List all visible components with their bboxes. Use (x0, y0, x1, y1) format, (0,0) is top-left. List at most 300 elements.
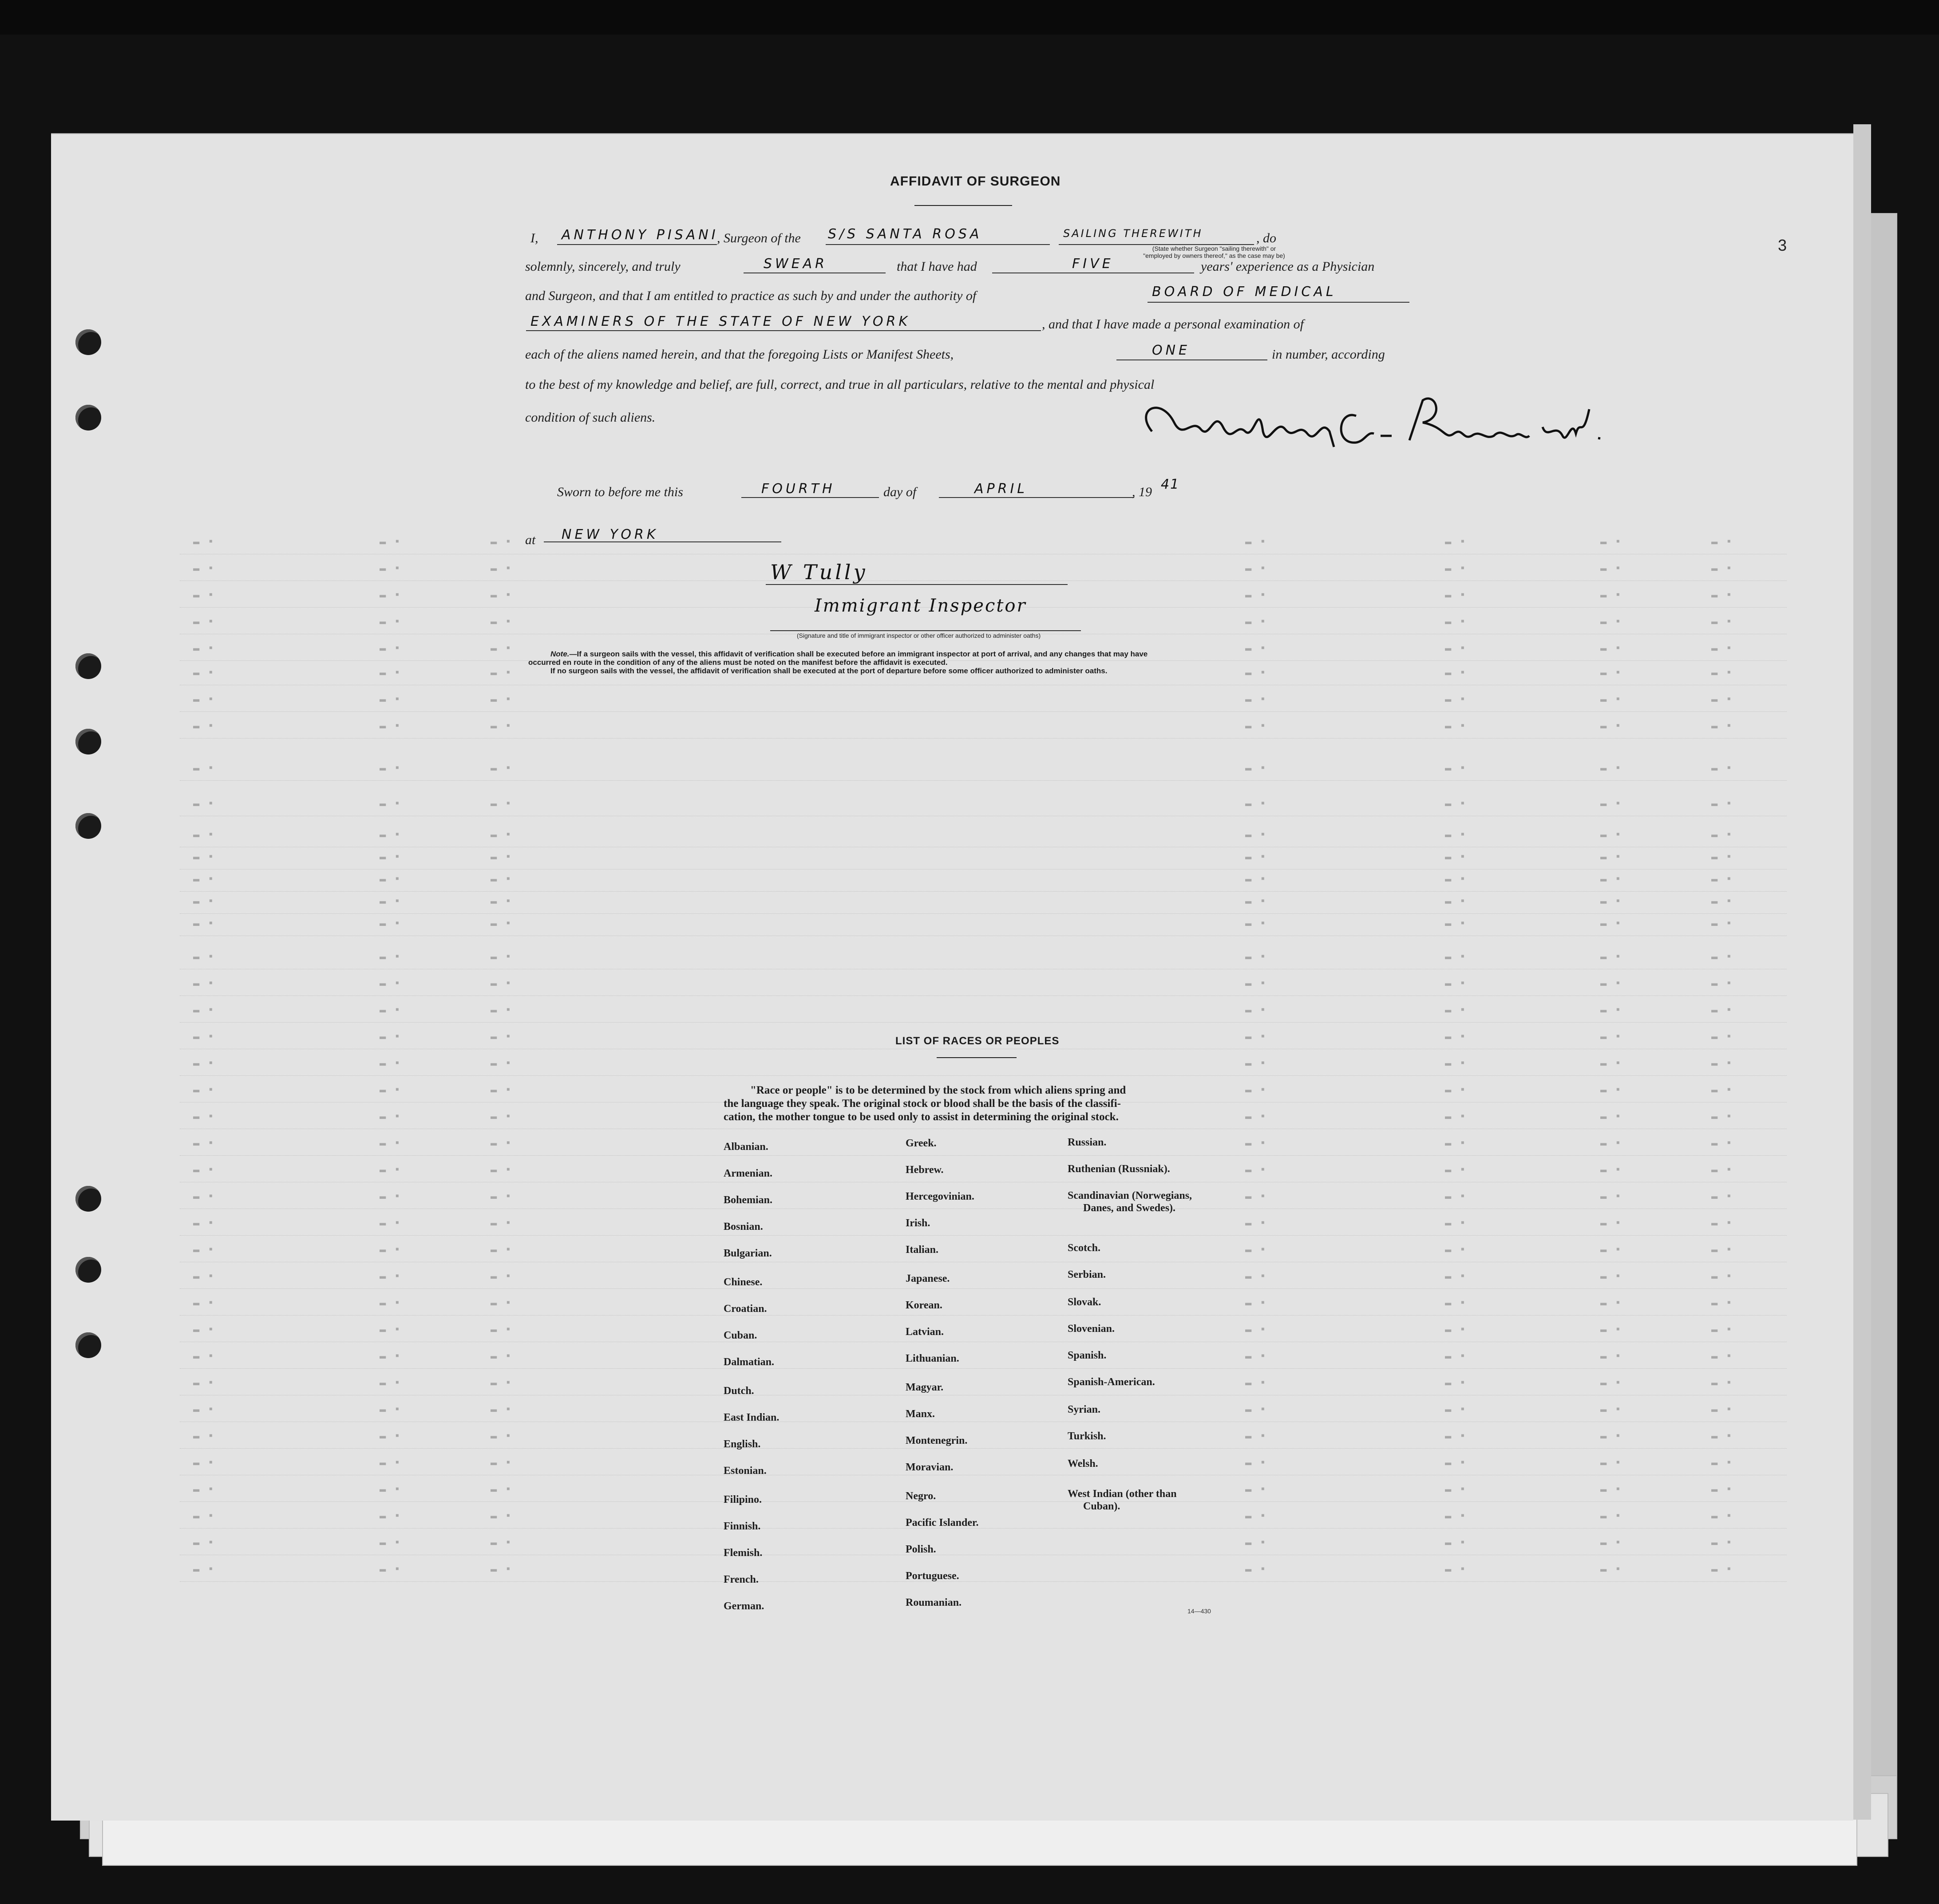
ghost-mark: ▬ ▪ (491, 1537, 513, 1549)
race-item: Cuban). (1083, 1501, 1120, 1512)
punch-hole (75, 329, 101, 355)
ghost-mark: ▬ ▪ (1711, 1058, 1733, 1070)
ghost-row (180, 1534, 1787, 1555)
ghost-mark: ▬ ▪ (1711, 762, 1733, 774)
ghost-mark: ▬ ▪ (1600, 616, 1622, 628)
ghost-mark: ▬ ▪ (1445, 1084, 1467, 1096)
ghost-mark: ▬ ▪ (1600, 873, 1622, 885)
ghost-mark: ▬ ▪ (491, 1510, 513, 1522)
race-item: Slovak. (1068, 1296, 1101, 1308)
race-item: Portuguese. (906, 1570, 959, 1582)
ghost-mark: ▬ ▪ (380, 1404, 402, 1416)
race-item: Latvian. (906, 1326, 944, 1338)
ghost-mark: ▬ ▪ (1445, 1138, 1467, 1150)
ghost-mark: ▬ ▪ (1711, 1537, 1733, 1549)
status-note: (State whether Surgeon "sailing therewith" or "employed by owners thereof," as the case may be) (1143, 245, 1285, 259)
ghost-mark: ▬ ▪ (193, 1164, 215, 1176)
ghost-mark: ▬ ▪ (1600, 1484, 1622, 1496)
ghost-mark: ▬ ▪ (1711, 1138, 1733, 1150)
ghost-row (180, 760, 1787, 781)
ghost-mark: ▬ ▪ (193, 1191, 215, 1203)
ghost-mark: ▬ ▪ (1711, 694, 1733, 706)
ghost-mark: ▬ ▪ (193, 1004, 215, 1016)
ghost-mark: ▬ ▪ (1600, 536, 1622, 548)
note-line3: If no surgeon sails with the vessel, the affidavit of verification shall be executed at the port of departure before some officer authorized to administer oaths. (550, 667, 1108, 675)
race-item: Hebrew. (906, 1164, 944, 1176)
punch-hole (75, 653, 101, 679)
affidavit-line4-end: , and that I have made a personal examination of (1042, 317, 1304, 332)
race-item: Russian. (1068, 1137, 1107, 1148)
ghost-mark: ▬ ▪ (380, 951, 402, 963)
ghost-mark: ▬ ▪ (193, 1058, 215, 1070)
punch-hole (75, 1332, 101, 1358)
ghost-mark: ▬ ▪ (1245, 1324, 1267, 1336)
ghost-mark: ▬ ▪ (193, 978, 215, 990)
ghost-mark: ▬ ▪ (380, 1537, 402, 1549)
underlying-page-3 (102, 1815, 1857, 1866)
race-item: Serbian. (1068, 1269, 1106, 1280)
ghost-mark: ▬ ▪ (1711, 643, 1733, 655)
ghost-mark: ▬ ▪ (1600, 1164, 1622, 1176)
ghost-mark: ▬ ▪ (491, 536, 513, 548)
ghost-mark: ▬ ▪ (380, 1457, 402, 1469)
ghost-mark: ▬ ▪ (1245, 1244, 1267, 1256)
note-line1 (550, 650, 1148, 658)
ghost-mark: ▬ ▪ (1445, 918, 1467, 930)
race-item: Syrian. (1068, 1404, 1101, 1415)
ghost-mark: ▬ ▪ (491, 1351, 513, 1363)
ghost-mark: ▬ ▪ (1600, 951, 1622, 963)
affidavit-line7: condition of such aliens. (525, 410, 656, 425)
race-item: Finnish. (724, 1521, 761, 1532)
sworn-year-suffix: 41 (1161, 477, 1180, 492)
ghost-row (180, 826, 1787, 847)
ghost-mark: ▬ ▪ (1711, 720, 1733, 732)
ghost-mark: ▬ ▪ (1445, 563, 1467, 575)
scan-top-bar (0, 0, 1939, 35)
ghost-mark: ▬ ▪ (1245, 694, 1267, 706)
ghost-mark: ▬ ▪ (1711, 1297, 1733, 1309)
ghost-mark: ▬ ▪ (1600, 829, 1622, 841)
ghost-mark: ▬ ▪ (491, 1084, 513, 1096)
affidavit-line3-pre: and Surgeon, and that I am entitled to practice as such by and under the authority of (525, 288, 977, 303)
race-item: Magyar. (906, 1382, 944, 1393)
ghost-mark: ▬ ▪ (491, 1111, 513, 1123)
race-item: Estonian. (724, 1465, 767, 1477)
note-label: Note. (550, 650, 570, 658)
ghost-row (180, 1321, 1787, 1342)
ghost-mark: ▬ ▪ (1245, 918, 1267, 930)
ghost-mark: ▬ ▪ (491, 798, 513, 810)
race-item: Polish. (906, 1544, 936, 1555)
signature-scribble (1125, 391, 1605, 462)
ghost-mark: ▬ ▪ (491, 1244, 513, 1256)
ghost-mark: ▬ ▪ (380, 1217, 402, 1229)
ghost-mark: ▬ ▪ (380, 1004, 402, 1016)
ghost-mark: ▬ ▪ (380, 1271, 402, 1283)
ghost-mark: ▬ ▪ (380, 1510, 402, 1522)
race-item: Ruthenian (Russniak). (1068, 1163, 1170, 1175)
ghost-mark: ▬ ▪ (491, 1564, 513, 1576)
ghost-mark: ▬ ▪ (1445, 1297, 1467, 1309)
ghost-mark: ▬ ▪ (1445, 1031, 1467, 1043)
ghost-mark: ▬ ▪ (193, 1217, 215, 1229)
sworn-mid: day of (883, 485, 917, 499)
race-item: Spanish. (1068, 1350, 1107, 1361)
affidavit-line1-pre: I, (530, 231, 538, 245)
ghost-mark: ▬ ▪ (1245, 616, 1267, 628)
ghost-mark: ▬ ▪ (380, 1058, 402, 1070)
punch-hole (75, 813, 101, 839)
manifest-sheet-count: ONE (1152, 343, 1191, 358)
ghost-mark: ▬ ▪ (380, 1191, 402, 1203)
ghost-mark: ▬ ▪ (1245, 667, 1267, 679)
ghost-mark: ▬ ▪ (491, 951, 513, 963)
ghost-row (180, 1215, 1787, 1236)
ghost-mark: ▬ ▪ (1445, 694, 1467, 706)
authority-part2: EXAMINERS OF THE STATE OF NEW YORK (530, 314, 911, 329)
ghost-mark: ▬ ▪ (193, 1484, 215, 1496)
ghost-mark: ▬ ▪ (1445, 873, 1467, 885)
ghost-mark: ▬ ▪ (1711, 616, 1733, 628)
ghost-mark: ▬ ▪ (1245, 851, 1267, 863)
ghost-mark: ▬ ▪ (1711, 536, 1733, 548)
ghost-row (180, 871, 1787, 892)
ghost-mark: ▬ ▪ (491, 762, 513, 774)
ghost-mark: ▬ ▪ (491, 694, 513, 706)
ghost-row (180, 1055, 1787, 1076)
ghost-mark: ▬ ▪ (491, 873, 513, 885)
ghost-mark: ▬ ▪ (1245, 1484, 1267, 1496)
ghost-mark: ▬ ▪ (1600, 1510, 1622, 1522)
race-item: Croatian. (724, 1303, 767, 1315)
ghost-mark: ▬ ▪ (380, 1351, 402, 1363)
vessel-name: S/S SANTA ROSA (828, 226, 982, 242)
ghost-mark: ▬ ▪ (1445, 643, 1467, 655)
race-item: Slovenian. (1068, 1323, 1115, 1335)
ghost-mark: ▬ ▪ (193, 667, 215, 679)
ghost-mark: ▬ ▪ (193, 829, 215, 841)
ghost-mark: ▬ ▪ (380, 667, 402, 679)
ghost-mark: ▬ ▪ (193, 851, 215, 863)
ghost-mark: ▬ ▪ (380, 1111, 402, 1123)
ghost-mark: ▬ ▪ (1600, 563, 1622, 575)
race-item: Lithuanian. (906, 1353, 959, 1364)
ghost-mark: ▬ ▪ (380, 851, 402, 863)
ghost-mark: ▬ ▪ (1445, 798, 1467, 810)
race-item: Greek. (906, 1138, 937, 1149)
ghost-mark: ▬ ▪ (1245, 1004, 1267, 1016)
ghost-mark: ▬ ▪ (1600, 667, 1622, 679)
ghost-row (180, 1135, 1787, 1156)
ghost-row (180, 533, 1787, 554)
ghost-mark: ▬ ▪ (193, 1564, 215, 1576)
ghost-mark: ▬ ▪ (491, 851, 513, 863)
affidavit-line2-mid: that I have had (897, 259, 977, 274)
ghost-mark: ▬ ▪ (193, 563, 215, 575)
ghost-mark: ▬ ▪ (1600, 1244, 1622, 1256)
ghost-row (180, 1268, 1787, 1289)
ghost-row (180, 1002, 1787, 1023)
ghost-mark: ▬ ▪ (1600, 1404, 1622, 1416)
ghost-mark: ▬ ▪ (491, 643, 513, 655)
ghost-mark: ▬ ▪ (1445, 1004, 1467, 1016)
race-item: Filipino. (724, 1494, 762, 1505)
race-item: Flemish. (724, 1547, 763, 1559)
ghost-row (180, 1188, 1787, 1209)
ghost-mark: ▬ ▪ (491, 589, 513, 601)
document-page (51, 133, 1853, 1821)
ghost-mark: ▬ ▪ (491, 1217, 513, 1229)
page-title: AFFIDAVIT OF SURGEON (890, 174, 1061, 189)
ghost-mark: ▬ ▪ (1711, 798, 1733, 810)
ghost-row (180, 849, 1787, 869)
ghost-mark: ▬ ▪ (1245, 1217, 1267, 1229)
ghost-mark: ▬ ▪ (380, 896, 402, 908)
ghost-mark: ▬ ▪ (1445, 1164, 1467, 1176)
ghost-row (180, 1241, 1787, 1262)
race-item: Italian. (906, 1244, 939, 1256)
sailing-status: SAILING THEREWITH (1063, 227, 1203, 240)
ghost-mark: ▬ ▪ (1445, 1111, 1467, 1123)
race-item: Roumanian. (906, 1597, 962, 1608)
surgeon-name: ANTHONY PISANI (562, 227, 719, 243)
ghost-mark: ▬ ▪ (491, 1377, 513, 1389)
ghost-mark: ▬ ▪ (491, 978, 513, 990)
years-experience: FIVE (1072, 256, 1114, 272)
ghost-mark: ▬ ▪ (1711, 1244, 1733, 1256)
ghost-mark: ▬ ▪ (1711, 896, 1733, 908)
ghost-mark: ▬ ▪ (1711, 589, 1733, 601)
ghost-mark: ▬ ▪ (491, 720, 513, 732)
ghost-mark: ▬ ▪ (1445, 1377, 1467, 1389)
ghost-mark: ▬ ▪ (1245, 978, 1267, 990)
ghost-mark: ▬ ▪ (1245, 1138, 1267, 1150)
ghost-row (180, 560, 1787, 581)
note-line2: occurred en route in the condition of any of the aliens must be noted on the manifest before the affidavit is executed. (528, 658, 948, 667)
ghost-mark: ▬ ▪ (1245, 762, 1267, 774)
ghost-mark: ▬ ▪ (380, 762, 402, 774)
ghost-mark: ▬ ▪ (193, 643, 215, 655)
ghost-mark: ▬ ▪ (1245, 1058, 1267, 1070)
affidavit-line2-end: years' experience as a Physician (1201, 259, 1375, 274)
ghost-mark: ▬ ▪ (1445, 896, 1467, 908)
ghost-mark: ▬ ▪ (1445, 1510, 1467, 1522)
ghost-row (180, 1561, 1787, 1582)
ghost-mark: ▬ ▪ (1245, 1191, 1267, 1203)
ghost-mark: ▬ ▪ (1445, 1430, 1467, 1442)
ghost-mark: ▬ ▪ (1600, 1191, 1622, 1203)
affidavit-line1-end: , do (1256, 231, 1276, 245)
ghost-mark: ▬ ▪ (1600, 1084, 1622, 1096)
ghost-mark: ▬ ▪ (491, 667, 513, 679)
ghost-mark: ▬ ▪ (1445, 978, 1467, 990)
ghost-mark: ▬ ▪ (1445, 720, 1467, 732)
affidavit-line5-pre: each of the aliens named herein, and that the foregoing Lists or Manifest Sheets, (525, 347, 954, 362)
ghost-row (180, 1481, 1787, 1502)
race-item: French. (724, 1574, 759, 1585)
race-item: Spanish-American. (1068, 1376, 1155, 1388)
ghost-mark: ▬ ▪ (1245, 643, 1267, 655)
ghost-mark: ▬ ▪ (193, 798, 215, 810)
race-item: West Indian (other than (1068, 1488, 1177, 1500)
surgeon-signature (1125, 391, 1605, 462)
ghost-mark: ▬ ▪ (1445, 829, 1467, 841)
ghost-mark: ▬ ▪ (1445, 762, 1467, 774)
race-item: Bohemian. (724, 1194, 773, 1206)
ghost-mark: ▬ ▪ (1245, 1111, 1267, 1123)
race-item: Korean. (906, 1300, 942, 1311)
ghost-mark: ▬ ▪ (1600, 1217, 1622, 1229)
race-item: Pacific Islander. (906, 1517, 979, 1529)
ghost-mark: ▬ ▪ (491, 896, 513, 908)
ghost-row (180, 1348, 1787, 1369)
ghost-mark: ▬ ▪ (380, 1031, 402, 1043)
ghost-mark: ▬ ▪ (193, 1404, 215, 1416)
ghost-row (180, 1401, 1787, 1422)
affidavit-line6: to the best of my knowledge and belief, are full, correct, and true in all particulars, relative to the mental and physical (525, 377, 1155, 392)
ghost-mark: ▬ ▪ (380, 1430, 402, 1442)
sworn-pre: Sworn to before me this (557, 485, 683, 499)
ghost-mark: ▬ ▪ (380, 1164, 402, 1176)
ghost-mark: ▬ ▪ (1245, 1377, 1267, 1389)
race-item: Bulgarian. (724, 1248, 772, 1259)
ghost-mark: ▬ ▪ (491, 1430, 513, 1442)
ghost-mark: ▬ ▪ (1245, 1031, 1267, 1043)
race-item: Montenegrin. (906, 1435, 968, 1446)
ghost-mark: ▬ ▪ (1600, 1351, 1622, 1363)
ghost-mark: ▬ ▪ (1245, 1430, 1267, 1442)
ghost-mark: ▬ ▪ (1600, 1537, 1622, 1549)
ghost-mark: ▬ ▪ (1600, 1111, 1622, 1123)
ghost-mark: ▬ ▪ (1711, 851, 1733, 863)
races-intro-line3: cation, the mother tongue to be used only to assist in determining the original stock. (724, 1111, 1119, 1123)
punch-hole (75, 729, 101, 754)
ghost-mark: ▬ ▪ (380, 589, 402, 601)
ghost-mark: ▬ ▪ (380, 643, 402, 655)
ghost-mark: ▬ ▪ (1711, 1351, 1733, 1363)
ghost-mark: ▬ ▪ (491, 563, 513, 575)
ghost-mark: ▬ ▪ (1600, 1297, 1622, 1309)
sworn-day: FOURTH (761, 481, 835, 497)
ghost-mark: ▬ ▪ (1600, 896, 1622, 908)
ghost-mark: ▬ ▪ (491, 1138, 513, 1150)
ghost-row (180, 1454, 1787, 1475)
ghost-mark: ▬ ▪ (1600, 851, 1622, 863)
ghost-row (180, 1428, 1787, 1449)
ghost-row (180, 1161, 1787, 1182)
ghost-mark: ▬ ▪ (193, 1084, 215, 1096)
ghost-mark: ▬ ▪ (491, 829, 513, 841)
race-item: Scandinavian (Norwegians, (1068, 1190, 1192, 1201)
ghost-mark: ▬ ▪ (193, 1138, 215, 1150)
ghost-mark: ▬ ▪ (1245, 1537, 1267, 1549)
ghost-mark: ▬ ▪ (1245, 829, 1267, 841)
ghost-mark: ▬ ▪ (1711, 1111, 1733, 1123)
oath-type: SWEAR (764, 256, 828, 272)
ghost-row (180, 718, 1787, 739)
ghost-row (180, 893, 1787, 914)
ghost-mark: ▬ ▪ (1711, 1324, 1733, 1336)
ghost-mark: ▬ ▪ (380, 616, 402, 628)
ghost-mark: ▬ ▪ (1711, 1084, 1733, 1096)
ghost-mark: ▬ ▪ (193, 720, 215, 732)
ghost-mark: ▬ ▪ (1445, 1457, 1467, 1469)
ghost-mark: ▬ ▪ (380, 1484, 402, 1496)
ghost-mark: ▬ ▪ (193, 1377, 215, 1389)
ghost-mark: ▬ ▪ (1245, 896, 1267, 908)
ghost-mark: ▬ ▪ (193, 616, 215, 628)
ghost-row (180, 915, 1787, 936)
ghost-mark: ▬ ▪ (193, 896, 215, 908)
ghost-mark: ▬ ▪ (1600, 1457, 1622, 1469)
ghost-mark: ▬ ▪ (1711, 1430, 1733, 1442)
race-item: Welsh. (1068, 1458, 1098, 1469)
ghost-mark: ▬ ▪ (193, 536, 215, 548)
ghost-mark: ▬ ▪ (380, 563, 402, 575)
ghost-mark: ▬ ▪ (491, 1484, 513, 1496)
officer-signature: W Tully (770, 560, 868, 584)
ghost-mark: ▬ ▪ (380, 918, 402, 930)
ghost-mark: ▬ ▪ (491, 1031, 513, 1043)
race-item: Scotch. (1068, 1242, 1100, 1254)
ghost-mark: ▬ ▪ (1245, 873, 1267, 885)
ghost-mark: ▬ ▪ (491, 1404, 513, 1416)
ghost-mark: ▬ ▪ (1245, 798, 1267, 810)
ghost-mark: ▬ ▪ (1445, 667, 1467, 679)
races-intro-line1: "Race or people" is to be determined by the stock from which aliens spring and (750, 1084, 1126, 1096)
ghost-mark: ▬ ▪ (193, 1111, 215, 1123)
sworn-year-prefix: , 19 (1132, 485, 1152, 499)
ghost-mark: ▬ ▪ (1245, 1297, 1267, 1309)
ghost-mark: ▬ ▪ (1600, 720, 1622, 732)
ghost-mark: ▬ ▪ (491, 1324, 513, 1336)
ghost-mark: ▬ ▪ (1711, 978, 1733, 990)
ghost-mark: ▬ ▪ (1445, 1058, 1467, 1070)
ghost-mark: ▬ ▪ (1711, 1564, 1733, 1576)
ghost-row (180, 795, 1787, 816)
ghost-mark: ▬ ▪ (380, 798, 402, 810)
ghost-mark: ▬ ▪ (1445, 1537, 1467, 1549)
ghost-mark: ▬ ▪ (1600, 1377, 1622, 1389)
note-line1-text: —If a surgeon sails with the vessel, this affidavit of verification shall be executed before an immigrant inspector at port of arrival, and any changes that may have (569, 650, 1148, 658)
ghost-mark: ▬ ▪ (1245, 1351, 1267, 1363)
races-intro-line2: the language they speak. The original stock or blood shall be the basis of the classifi- (724, 1098, 1121, 1110)
ghost-mark: ▬ ▪ (491, 1191, 513, 1203)
ghost-mark: ▬ ▪ (193, 762, 215, 774)
races-title-rule (937, 1057, 1017, 1058)
ghost-mark: ▬ ▪ (193, 1430, 215, 1442)
ghost-mark: ▬ ▪ (491, 1271, 513, 1283)
punch-hole (75, 405, 101, 431)
ghost-mark: ▬ ▪ (1600, 1430, 1622, 1442)
punch-hole (75, 1186, 101, 1212)
ghost-mark: ▬ ▪ (1445, 1484, 1467, 1496)
race-item: Hercegovinian. (906, 1191, 974, 1202)
sworn-place: NEW YORK (562, 527, 659, 542)
ghost-mark: ▬ ▪ (491, 1058, 513, 1070)
affidavit-line5-end: in number, according (1272, 347, 1385, 362)
ghost-mark: ▬ ▪ (1711, 1191, 1733, 1203)
ghost-mark: ▬ ▪ (1245, 1271, 1267, 1283)
ghost-mark: ▬ ▪ (380, 694, 402, 706)
ghost-mark: ▬ ▪ (1600, 1564, 1622, 1576)
ghost-mark: ▬ ▪ (193, 918, 215, 930)
ghost-mark: ▬ ▪ (380, 829, 402, 841)
race-item: Albanian. (724, 1141, 768, 1153)
races-title: LIST OF RACES OR PEOPLES (895, 1035, 1060, 1047)
ghost-mark: ▬ ▪ (1245, 1084, 1267, 1096)
